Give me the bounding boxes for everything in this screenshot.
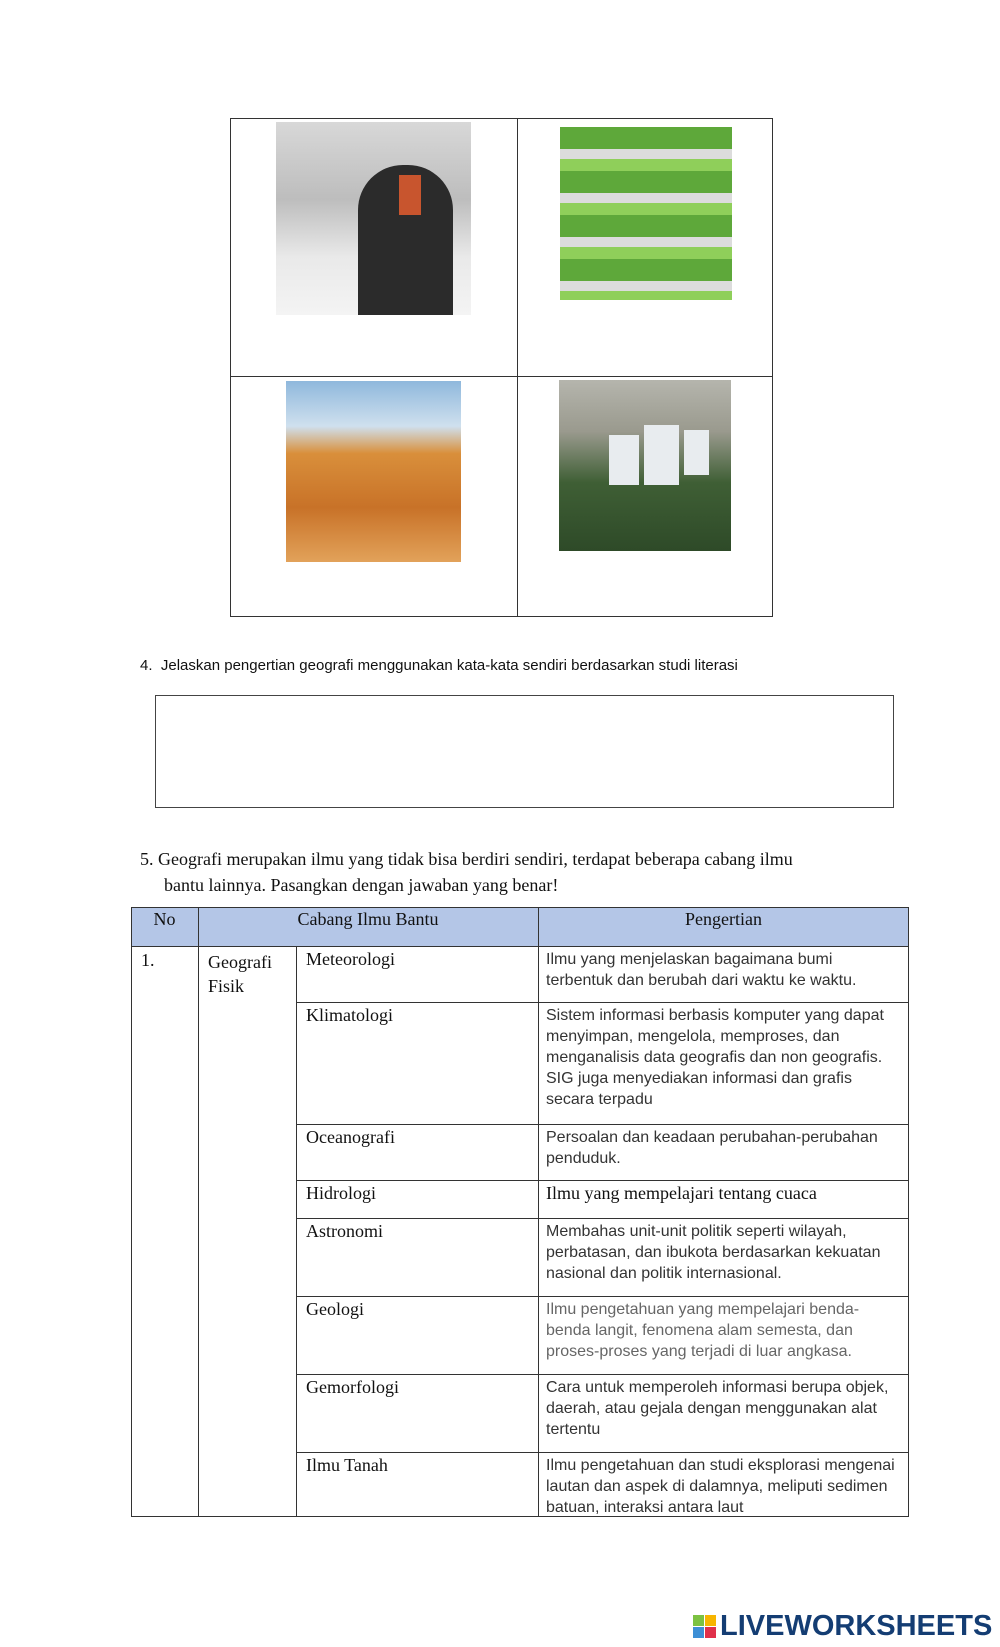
snow-winter-photo [276,122,471,315]
cabang-cell[interactable]: Hidrologi [306,1183,376,1203]
table-border [296,1218,909,1219]
table-border [131,946,909,947]
pengertian-cell[interactable]: Ilmu yang mempelajari tentang cuaca [546,1183,817,1203]
header-pengertian: Pengertian [685,909,762,929]
row-number: 1. [141,950,155,970]
pengertian-cell[interactable]: Ilmu yang menjelaskan bagaimana bumi terbentuk dan berubah dari waktu ke waktu. [546,951,857,989]
pengertian-cell[interactable]: Sistem informasi berbasis komputer yang dapat menyimpan, mengelola, memproses, dan menganalisis data geografis dan non geografis. SIG juga menyediakan informasi dan grafis secara terpadu [546,1007,884,1108]
group-label: Geografi Fisik [208,952,272,996]
cabang-cell[interactable]: Geologi [306,1299,364,1319]
table-border [296,1374,909,1375]
question-4: 4. Jelaskan pengertian geografi menggunakan kata-kata sendiri berdasarkan studi literasi [140,657,738,674]
cabang-cell[interactable]: Astronomi [306,1221,384,1241]
cabang-cell[interactable]: Oceanografi [306,1127,395,1147]
pengertian-cell[interactable]: Membahas unit-unit politik seperti wilayah, perbatasan, dan ibukota berdasarkan kekuatan nasional dan politik internasional. [546,1223,881,1282]
cabang-cell[interactable]: Meteorologi [306,949,395,969]
table-border [296,946,297,1517]
table-border [296,1002,909,1003]
table-border [296,1296,909,1297]
table-border [131,907,132,1517]
header-cabang: Cabang Ilmu Bantu [297,909,439,929]
table-border [296,1452,909,1453]
question-5: 5. Geografi merupakan ilmu yang tidak bisa berdiri sendiri, terdapat beberapa cabang ilmu bantu lainnya. Pasangkan dengan jawaban yang benar! [140,849,793,895]
table-border [296,1180,909,1181]
logo-blocks-icon [693,1615,716,1638]
liveworksheets-logo: LIVEWORKSHEETS [693,1610,992,1643]
cabang-cell[interactable]: Ilmu Tanah [306,1455,388,1475]
pengertian-cell[interactable]: Ilmu pengetahuan yang mempelajari benda-benda langit, fenomena alam semesta, dan proses-proses yang terjadi di luar angkasa. [546,1301,860,1360]
desert-camel-photo [286,381,461,562]
table-border [908,907,909,1517]
answer-input-q4[interactable] [155,695,894,808]
pengertian-cell[interactable]: Persoalan dan keadaan perubahan-perubahan penduduk. [546,1129,878,1167]
vertical-farm-photo [560,127,732,300]
table-border [131,907,909,908]
header-no: No [153,909,176,929]
table-border [538,907,539,1517]
table-border [198,907,199,1517]
cabang-cell[interactable]: Klimatologi [306,1005,393,1025]
pengertian-cell[interactable]: Cara untuk memperoleh informasi berupa objek, daerah, atau gejala dengan menggunakan alat tertentu [546,1379,889,1438]
table-border [296,1124,909,1125]
city-buildings-photo [559,380,731,551]
pengertian-cell[interactable]: Ilmu pengetahuan dan studi eksplorasi mengenai lautan dan aspek di dalamnya, meliputi sedimen batuan, interaksi antara laut [546,1457,895,1516]
matching-table [131,907,909,1517]
cabang-cell[interactable]: Gemorfologi [306,1377,399,1397]
